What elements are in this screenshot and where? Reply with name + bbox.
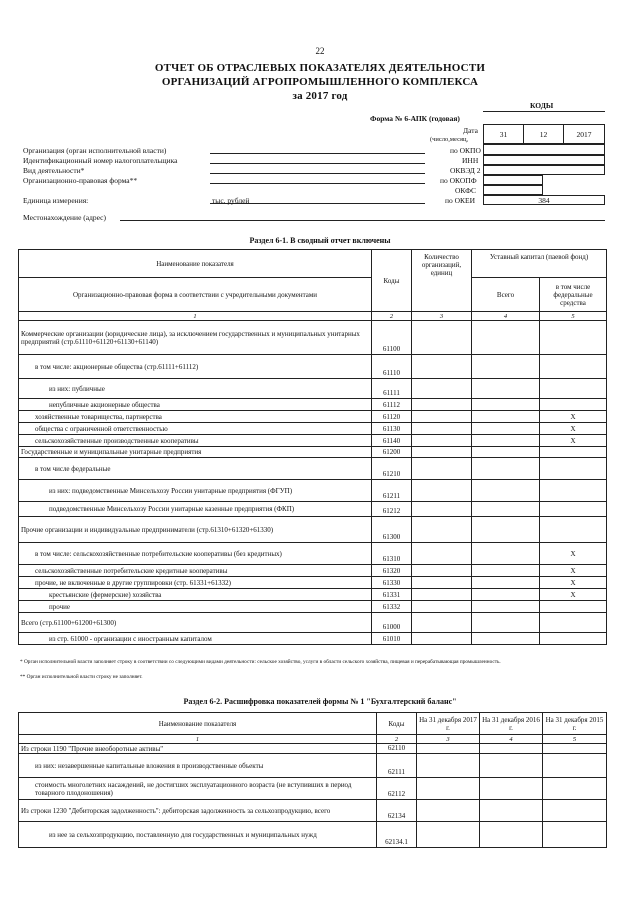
row-label: Из строки 1230 "Дебиторская задолженность": дебиторская задолженность за сельхозпродукцию, всего (19, 800, 377, 822)
cell-total[interactable] (472, 543, 540, 565)
cell-total[interactable] (472, 379, 540, 399)
okopf-label: по ОКОПФ (440, 176, 477, 185)
section1-title: Раздел 6-1. В сводный отчет включены (249, 236, 391, 245)
row-code: 62112 (377, 778, 417, 800)
col-header-name: Наименование показателя (19, 250, 372, 278)
row-label: прочие (19, 601, 372, 613)
table-row (19, 633, 607, 645)
cell-2016[interactable] (480, 800, 543, 822)
table-row (19, 379, 607, 399)
cell-2015[interactable] (543, 800, 607, 822)
cell-2017[interactable] (417, 754, 480, 778)
s2-col-header-2017: На 31 декабря 2017 г. (417, 713, 480, 735)
cell-count[interactable] (412, 435, 472, 447)
row-label: Всего (стр.61100+61200+61300) (19, 613, 372, 633)
table-row (19, 601, 607, 613)
table-row (19, 399, 607, 411)
okei-field[interactable]: 384 (483, 195, 605, 205)
row-label: Коммерческие организации (юридические лица), за исключением государственных и муниципальных унитарных предприятий (стр.61110+61120+61130+61140) (19, 321, 372, 355)
col-num-4: 4 (472, 312, 540, 321)
row-label: прочие, не включенные в другие группировки (стр. 61331+61332) (19, 577, 372, 589)
cell-federal[interactable] (540, 399, 607, 411)
row-label: крестьянские (фермерские) хозяйства (19, 589, 372, 601)
cell-2016[interactable] (480, 778, 543, 800)
row-label: из них: подведомственные Минсельхозу России унитарные предприятия (ФГУП) (19, 480, 372, 502)
report-title-line2: ОРГАНИЗАЦИЙ АГРОПРОМЫШЛЕННОГО КОМПЛЕКСА (161, 76, 479, 88)
date-year-field[interactable]: 2017 (563, 124, 605, 144)
cell-2015[interactable] (543, 778, 607, 800)
cell-federal[interactable] (540, 480, 607, 502)
row-label: хозяйственные товарищества, партнерства (19, 411, 372, 423)
unit-value: тыс. рублей (212, 196, 250, 205)
table-row (19, 543, 607, 565)
inn-input-line[interactable] (210, 163, 425, 164)
row-label: общества с ограниченной ответственностью (19, 423, 372, 435)
cell-federal[interactable]: X (540, 577, 607, 589)
cell-2015[interactable] (543, 744, 607, 754)
table-row (19, 480, 607, 502)
cell-count[interactable] (412, 565, 472, 577)
col-header-capital: Уставный капитал (паевой фонд) (472, 250, 607, 278)
table-row (19, 822, 607, 848)
cell-count[interactable] (412, 411, 472, 423)
table-row (19, 565, 607, 577)
cell-count[interactable] (412, 517, 472, 543)
col-num-1: 1 (19, 312, 372, 321)
table-row (19, 754, 607, 778)
col-header-total: Всего (472, 278, 540, 312)
org-input-line[interactable] (210, 153, 425, 154)
inn-id-label: Идентификационный номер налогоплательщика (23, 156, 178, 165)
s2-col-num-4: 4 (480, 735, 543, 744)
table-row (19, 355, 607, 379)
row-label: непубличные акционерные общества (19, 399, 372, 411)
cell-federal[interactable]: X (540, 435, 607, 447)
cell-total[interactable] (472, 480, 540, 502)
cell-count[interactable] (412, 423, 472, 435)
cell-total[interactable] (472, 577, 540, 589)
cell-total[interactable] (472, 321, 540, 355)
row-code: 61200 (372, 447, 412, 458)
cell-count[interactable] (412, 613, 472, 633)
row-code: 61100 (372, 321, 412, 355)
row-label: из нее за сельхозпродукцию, поставленную для государственных и муниципальных нужд (19, 822, 377, 848)
row-code: 61010 (372, 633, 412, 645)
table-row (19, 435, 607, 447)
legal-form-input-line[interactable] (210, 183, 425, 184)
cell-federal[interactable]: X (540, 411, 607, 423)
table-row (19, 447, 607, 458)
footnote-2: ** Орган исполнительной власти строку не заполняет. (20, 674, 143, 680)
cell-federal[interactable] (540, 601, 607, 613)
okved-label: ОКВЭД 2 (450, 166, 481, 175)
row-label: из них: публичные (19, 379, 372, 399)
cell-federal[interactable]: X (540, 589, 607, 601)
codes-label: КОДЫ (530, 101, 554, 110)
cell-count[interactable] (412, 543, 472, 565)
activity-input-line[interactable] (210, 173, 425, 174)
report-title-year: за 2017 год (292, 90, 348, 102)
row-code: 61210 (372, 458, 412, 480)
okei-label: по ОКЕИ (445, 196, 476, 205)
cell-2017[interactable] (417, 744, 480, 754)
cell-2017[interactable] (417, 800, 480, 822)
unit-label: Единица измерения: (23, 196, 89, 205)
date-sub-label: (число,месяц, (430, 136, 469, 143)
row-label: Государственные и муниципальные унитарные предприятия (19, 447, 372, 458)
cell-total[interactable] (472, 633, 540, 645)
s2-col-header-2015: На 31 декабря 2015 г. (543, 713, 607, 735)
cell-count[interactable] (412, 321, 472, 355)
date-label: Дата (463, 126, 478, 135)
row-label: сельскохозяйственные производственные кооперативы (19, 435, 372, 447)
org-label: Организация (орган исполнительной власти) (23, 146, 167, 155)
cell-2016[interactable] (480, 822, 543, 848)
row-code: 61320 (372, 565, 412, 577)
row-label: в том числе федеральные (19, 458, 372, 480)
cell-2017[interactable] (417, 822, 480, 848)
s2-col-header-code: Коды (377, 713, 417, 735)
cell-federal[interactable] (540, 355, 607, 379)
page-number: 22 (315, 46, 325, 56)
cell-count[interactable] (412, 577, 472, 589)
col-num-2: 2 (372, 312, 412, 321)
cell-2016[interactable] (480, 754, 543, 778)
cell-total[interactable] (472, 447, 540, 458)
okfs-field[interactable] (483, 185, 543, 195)
s2-col-num-2: 2 (377, 735, 417, 744)
legal-form-label: Организационно-правовая форма** (23, 176, 138, 185)
okfs-label: ОКФС (455, 186, 477, 195)
table-row (19, 589, 607, 601)
row-code: 61212 (372, 502, 412, 517)
cell-federal[interactable] (540, 613, 607, 633)
row-code: 61310 (372, 543, 412, 565)
okopf-field[interactable] (483, 175, 543, 185)
cell-count[interactable] (412, 447, 472, 458)
cell-total[interactable] (472, 411, 540, 423)
cell-count[interactable] (412, 355, 472, 379)
cell-total[interactable] (472, 589, 540, 601)
row-label: подведомственные Минсельхозу России унитарные казенные предприятия (ФКП) (19, 502, 372, 517)
cell-total[interactable] (472, 502, 540, 517)
section1-table (18, 249, 607, 645)
inn-label: ИНН (462, 156, 479, 165)
cell-total[interactable] (472, 565, 540, 577)
row-code: 61111 (372, 379, 412, 399)
cell-total[interactable] (472, 613, 540, 633)
cell-total[interactable] (472, 517, 540, 543)
cell-federal[interactable] (540, 447, 607, 458)
form-label: Форма № 6-АПК (годовая) (370, 114, 460, 123)
row-code: 62134 (377, 800, 417, 822)
row-code: 61000 (372, 613, 412, 633)
row-code: 61330 (372, 577, 412, 589)
row-code: 61120 (372, 411, 412, 423)
cell-federal[interactable] (540, 379, 607, 399)
okpo-field[interactable] (483, 144, 605, 155)
cell-count[interactable] (412, 379, 472, 399)
row-code: 61130 (372, 423, 412, 435)
cell-2017[interactable] (417, 778, 480, 800)
cell-total[interactable] (472, 435, 540, 447)
cell-federal[interactable]: X (540, 565, 607, 577)
table-row (19, 411, 607, 423)
cell-count[interactable] (412, 601, 472, 613)
cell-federal[interactable] (540, 517, 607, 543)
inn-field[interactable] (483, 155, 605, 165)
row-code: 62134.1 (377, 822, 417, 848)
s2-col-header-2016: На 31 декабря 2016 г. (480, 713, 543, 735)
cell-federal[interactable] (540, 633, 607, 645)
cell-total[interactable] (472, 355, 540, 379)
row-code: 61140 (372, 435, 412, 447)
cell-federal[interactable] (540, 458, 607, 480)
table-row (19, 778, 607, 800)
section2-table (18, 712, 607, 848)
table-row (19, 517, 607, 543)
location-label: Местонахождение (адрес) (23, 213, 107, 222)
cell-federal[interactable] (540, 321, 607, 355)
okpo-label: по ОКПО (450, 146, 481, 155)
cell-2015[interactable] (543, 754, 607, 778)
cell-2016[interactable] (480, 744, 543, 754)
cell-count[interactable] (412, 633, 472, 645)
activity-label: Вид деятельности* (23, 166, 85, 175)
col-num-3: 3 (412, 312, 472, 321)
s2-col-num-3: 3 (417, 735, 480, 744)
section2-title: Раздел 6-2. Расшифровка показателей формы № 1 "Бухгалтерский баланс" (183, 697, 457, 706)
col-header-legal-form: Организационно-правовая форма в соответствии с учредительными документами (19, 278, 372, 312)
cell-count[interactable] (412, 399, 472, 411)
row-label: Из строки 1190 "Прочие внеоборотные активы" (19, 744, 377, 754)
s2-col-num-1: 1 (19, 735, 377, 744)
row-code: 61211 (372, 480, 412, 502)
footnote-1: * Орган исполнительной власти заполняет строку в соответствии со следующими видами деятельности: сельское хозяйство, услуги в области сельского хозяйства, пищевая и перерабатывающая промышленность. (20, 659, 501, 665)
report-title-line1: ОТЧЕТ ОБ ОТРАСЛЕВЫХ ПОКАЗАТЕЛЯХ ДЕЯТЕЛЬНОСТИ (154, 62, 486, 74)
row-code: 61300 (372, 517, 412, 543)
row-label: Прочие организации и индивидуальные предприниматели (стр.61310+61320+61330) (19, 517, 372, 543)
row-code: 62111 (377, 754, 417, 778)
date-month-field[interactable]: 12 (523, 124, 563, 144)
cell-federal[interactable] (540, 502, 607, 517)
row-code: 61112 (372, 399, 412, 411)
table-row (19, 613, 607, 633)
cell-count[interactable] (412, 480, 472, 502)
row-label: из стр. 61000 - организации с иностранным капиталом (19, 633, 372, 645)
row-code: 62110 (377, 744, 417, 754)
col-header-federal: в том числе федеральные средства (540, 278, 607, 312)
row-label: в том числе: сельскохозяйственные потребительские кооперативы (без кредитных) (19, 543, 372, 565)
location-input-line[interactable] (120, 220, 605, 221)
table-row (19, 800, 607, 822)
table-row (19, 577, 607, 589)
s2-col-num-5: 5 (543, 735, 607, 744)
table-row (19, 502, 607, 517)
cell-federal[interactable]: X (540, 543, 607, 565)
row-label: сельскохозяйственные потребительские кредитные кооперативы (19, 565, 372, 577)
cell-count[interactable] (412, 502, 472, 517)
col-num-5: 5 (540, 312, 607, 321)
row-label: стоимость многолетних насаждений, не достигших эксплуатационного возраста (не вступивших в период товарного плодоношения) (19, 778, 377, 800)
date-day-field[interactable]: 31 (483, 124, 523, 144)
row-label: из них: незавершенные капитальные вложения в производственные объекты (19, 754, 377, 778)
table-row (19, 744, 607, 754)
okved-field[interactable] (483, 165, 605, 175)
cell-total[interactable] (472, 423, 540, 435)
col-header-code: Коды (372, 250, 412, 312)
cell-2015[interactable] (543, 822, 607, 848)
table-row (19, 458, 607, 480)
cell-total[interactable] (472, 458, 540, 480)
cell-federal[interactable]: X (540, 423, 607, 435)
s2-col-header-name: Наименование показателя (19, 713, 377, 735)
table-row (19, 423, 607, 435)
cell-total[interactable] (472, 601, 540, 613)
row-label: в том числе: акционерные общества (стр.61111+61112) (19, 355, 372, 379)
cell-total[interactable] (472, 399, 540, 411)
row-code: 61332 (372, 601, 412, 613)
row-code: 61331 (372, 589, 412, 601)
table-row (19, 321, 607, 355)
cell-count[interactable] (412, 589, 472, 601)
cell-count[interactable] (412, 458, 472, 480)
col-header-count: Количество организаций, единиц (412, 250, 472, 312)
row-code: 61110 (372, 355, 412, 379)
